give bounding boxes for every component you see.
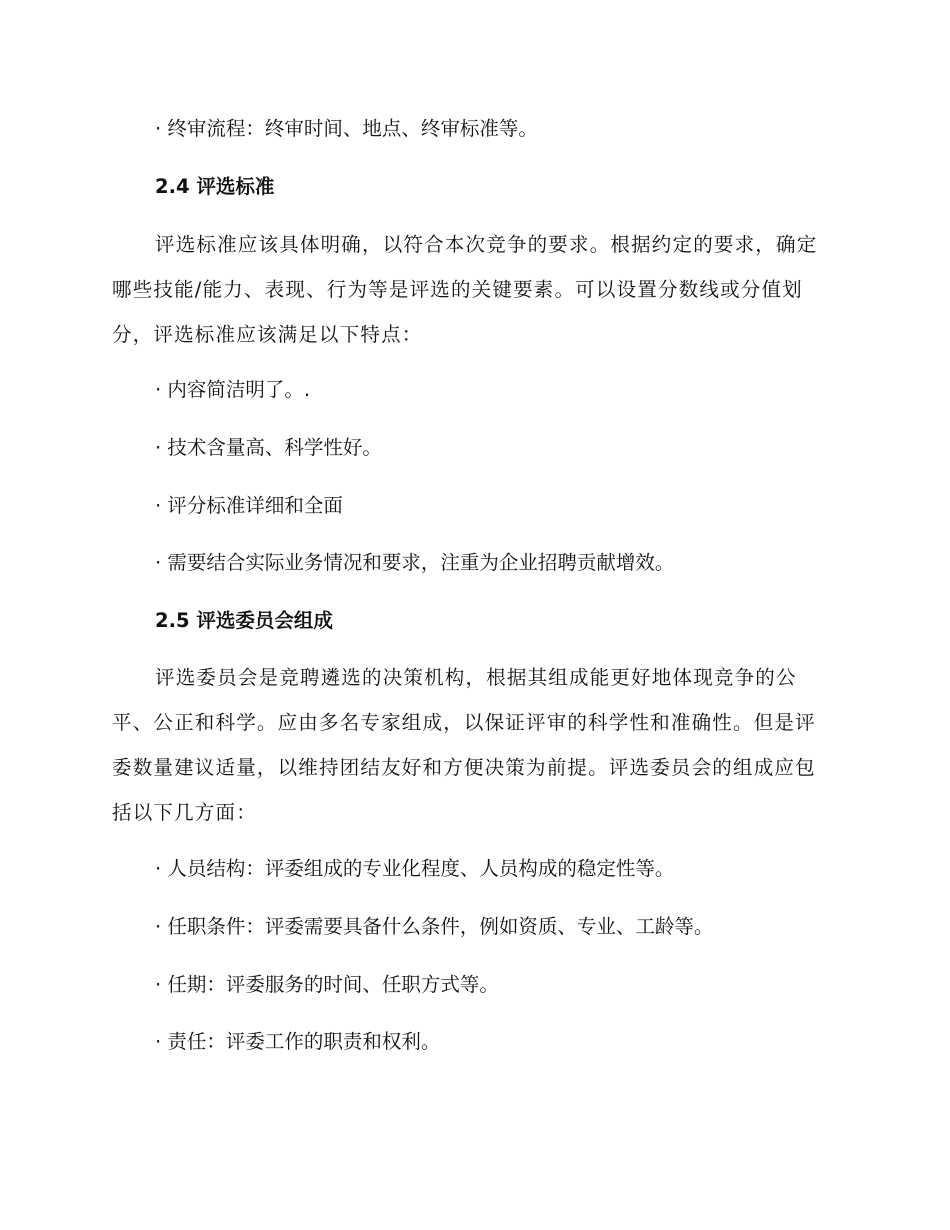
bullet-criteria-concise: · 内容简洁明了。. — [155, 378, 311, 401]
bullet-committee-structure: · 人员结构：评委组成的专业化程度、人员构成的稳定性等。 — [155, 857, 675, 880]
bullet-criteria-technical: · 技术含量高、科学性好。 — [155, 436, 382, 459]
section-heading-2-5: 2.5 评选委员会组成 — [155, 609, 333, 632]
bullet-criteria-business: · 需要结合实际业务情况和要求，注重为企业招聘贡献增效。 — [155, 551, 675, 574]
bullet-committee-term: · 任期：评委服务的时间、任职方式等。 — [155, 973, 499, 996]
paragraph-selection-criteria — [112, 222, 832, 357]
bullet-committee-responsibility: · 责任：评委工作的职责和权利。 — [155, 1030, 441, 1053]
paragraph-text: 评选标准应该具体明确，以符合本次竞争的要求。根据约定的要求，确定哪些技能/能力、表现、行为等是评选的关键要素。可以设置分数线或分值划分，评选标准应该满足以下特点： — [112, 233, 818, 346]
section-heading-2-4: 2.4 评选标准 — [155, 175, 275, 198]
bullet-criteria-detailed: · 评分标准详细和全面 — [155, 494, 343, 517]
paragraph-text: 评选委员会是竞聘遴选的决策机构，根据其组成能更好地体现竞争的公平、公正和科学。应由多名专家组成，以保证评审的科学性和准确性。但是评委数量建议适量，以维持团结友好和方便决策为前提。评选委员会的组成应包括以下几方面： — [112, 666, 816, 824]
bullet-final-review-process: · 终审流程：终审时间、地点、终审标准等。 — [155, 117, 538, 140]
bullet-committee-qualifications: · 任职条件：评委需要具备什么条件，例如资质、专业、工龄等。 — [155, 915, 714, 938]
paragraph-committee — [112, 655, 832, 835]
